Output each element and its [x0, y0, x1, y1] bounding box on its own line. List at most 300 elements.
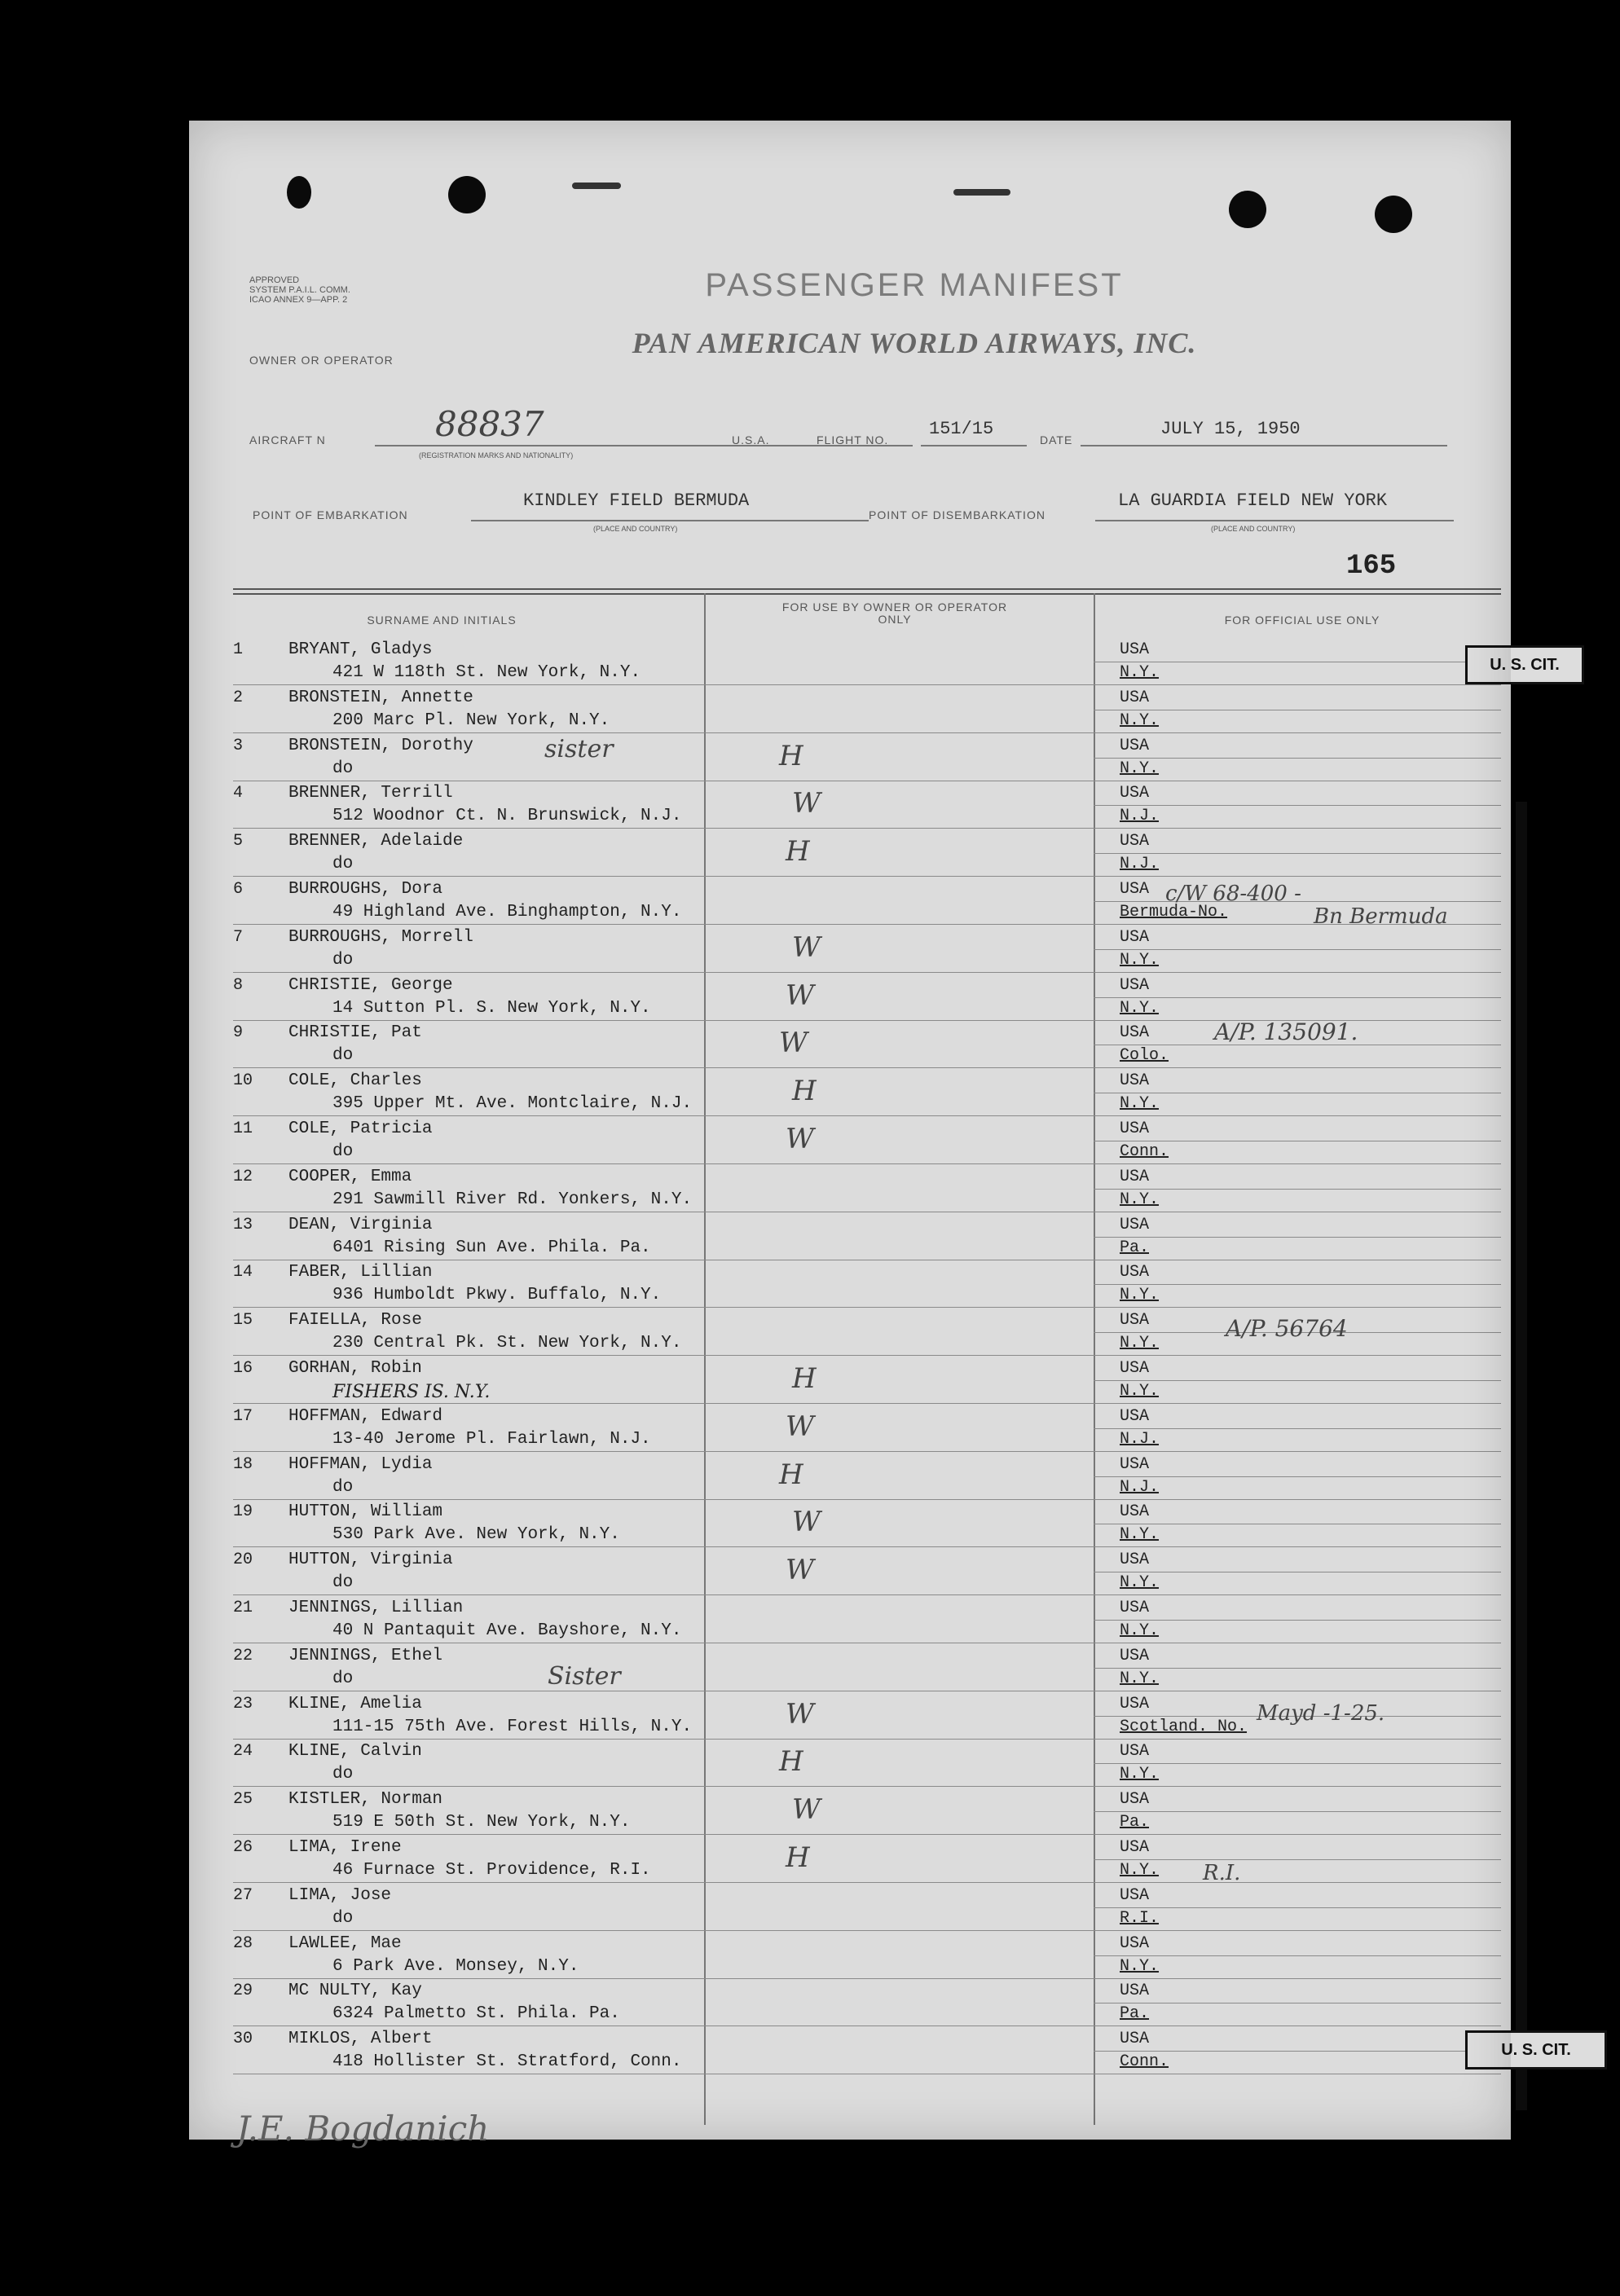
official-use-cell: [1120, 1216, 1495, 1265]
handwritten-initial-mark: W: [786, 1410, 814, 1443]
col-official-header: FOR OFFICIAL USE ONLY: [1224, 614, 1380, 627]
passenger-address: do: [332, 1477, 354, 1497]
row-rule: [233, 1978, 1501, 1979]
passenger-row: [233, 1166, 885, 1215]
passenger-row: [233, 926, 885, 975]
date-field-line: [1081, 445, 1447, 446]
embark-field-line: [471, 520, 869, 521]
residence-state: Conn.: [1120, 1142, 1169, 1161]
us-citizen-stamp-top: U. S. CIT.: [1465, 645, 1584, 684]
official-use-cell: [1120, 1550, 1495, 1599]
approved-block: [249, 275, 461, 305]
row-rule: [1094, 758, 1501, 759]
passenger-name: GORHAN, Robin: [288, 1359, 422, 1378]
passenger-name: BURROUGHS, Dora: [288, 880, 443, 899]
residence-state: N.Y.: [1120, 1669, 1160, 1688]
manifest-page: [189, 121, 1571, 2149]
residence-state: N.Y.: [1120, 1956, 1160, 1976]
nationality: USA: [1120, 1599, 1150, 1617]
row-rule: [1094, 2051, 1501, 2052]
passenger-name: CHRISTIE, Pat: [288, 1023, 422, 1043]
flight-date: JULY 15, 1950: [1160, 419, 1301, 439]
owner-label: OWNER OR OPERATOR: [249, 354, 394, 367]
passenger-number: 23: [233, 1694, 253, 1713]
passenger-address: do: [332, 950, 354, 970]
nationality: USA: [1120, 1790, 1150, 1810]
handwritten-initial-mark: W: [779, 1027, 808, 1060]
official-use-cell: [1120, 1790, 1495, 1839]
passenger-address: 512 Woodnor Ct. N. Brunswick, N.J.: [332, 807, 682, 826]
passenger-address: 418 Hollister St. Stratford, Conn.: [332, 2052, 682, 2072]
passenger-number: 29: [233, 1982, 253, 2001]
nationality: USA: [1120, 1933, 1150, 1953]
passenger-address: 421 W 118th St. New York, N.Y.: [332, 663, 641, 682]
handwritten-note-23: Mayd -1-25.: [1257, 1701, 1385, 1726]
official-use-cell: [1120, 1886, 1495, 1935]
passenger-address: 936 Humboldt Pkwy. Buffalo, N.Y.: [332, 1286, 662, 1305]
passenger-row: [233, 2028, 885, 2077]
passenger-address: 6401 Rising Sun Ave. Phila. Pa.: [332, 1238, 651, 1257]
row-rule: [233, 1594, 1501, 1595]
smudge-mark: [953, 189, 1010, 196]
nationality: USA: [1120, 736, 1150, 755]
nationality: USA: [1120, 1311, 1150, 1331]
row-rule: [1094, 1189, 1501, 1190]
official-use-cell: [1120, 976, 1495, 1025]
passenger-row: [233, 1357, 885, 1406]
passenger-number: 27: [233, 1885, 253, 1905]
passenger-address: do: [332, 855, 354, 874]
passenger-number: 21: [233, 1599, 253, 1617]
nationality: USA: [1120, 1023, 1150, 1043]
official-use-cell: [1120, 688, 1495, 737]
passenger-name: BRENNER, Terrill: [288, 784, 453, 803]
row-rule: [1094, 1428, 1501, 1429]
nationality: USA: [1120, 2030, 1150, 2049]
official-use-cell: [1120, 928, 1495, 977]
punch-hole: [1375, 196, 1412, 233]
row-rule: [233, 1163, 1501, 1164]
passenger-number: 17: [233, 1406, 253, 1426]
passenger-name: KISTLER, Norman: [288, 1790, 443, 1810]
handwritten-note-26: R.I.: [1203, 1861, 1241, 1885]
nationality: USA: [1120, 880, 1150, 899]
passenger-number: 20: [233, 1550, 253, 1570]
passenger-name: BRYANT, Gladys: [288, 640, 433, 659]
nationality: USA: [1120, 927, 1150, 947]
residence-state: Pa.: [1120, 1238, 1150, 1257]
residence-state: N.Y.: [1120, 950, 1160, 970]
passenger-address: 230 Central Pk. St. New York, N.Y.: [332, 1334, 682, 1353]
row-rule: [233, 876, 1501, 877]
passenger-number: 24: [233, 1742, 253, 1762]
handwritten-initial-mark: W: [792, 787, 821, 820]
passenger-number: 5: [233, 832, 244, 851]
nationality: USA: [1120, 1982, 1150, 2001]
nationality: USA: [1120, 832, 1150, 851]
residence-state: N.Y.: [1120, 1861, 1160, 1880]
passenger-name: BRENNER, Adelaide: [288, 832, 464, 851]
nationality: USA: [1120, 1694, 1150, 1713]
passenger-number: 16: [233, 1359, 253, 1378]
row-rule: [233, 1834, 1501, 1835]
row-rule: [233, 1786, 1501, 1787]
column-divider: [1094, 593, 1095, 2125]
passenger-number: 22: [233, 1646, 253, 1665]
row-rule: [233, 1403, 1501, 1404]
flight-number: 151/15: [929, 419, 994, 439]
passenger-address: do: [332, 1046, 354, 1066]
passenger-name: DEAN, Virginia: [288, 1215, 433, 1234]
row-rule: [1094, 1955, 1501, 1956]
passenger-address: do: [332, 1765, 354, 1784]
passenger-number: 11: [233, 1119, 253, 1138]
approved-line: ICAO ANNEX 9—APP. 2: [249, 295, 348, 305]
row-rule: [233, 2025, 1501, 2026]
row-rule: [233, 924, 1501, 925]
official-use-cell: [1120, 737, 1495, 785]
approved-line: SYSTEM P.A.I.L. COMM.: [249, 285, 350, 295]
residence-state: R.I.: [1120, 1908, 1160, 1928]
aircraft-number: 88837: [435, 404, 544, 444]
row-rule: [1094, 1763, 1501, 1764]
row-rule: [233, 1739, 1501, 1740]
row-rule: [233, 1067, 1501, 1068]
official-use-cell: [1120, 1168, 1495, 1216]
passenger-address: do: [332, 1669, 354, 1688]
handwritten-initial-mark: H: [786, 1841, 810, 1874]
nationality: USA: [1120, 1263, 1150, 1282]
passenger-row: [233, 878, 885, 927]
passenger-address: 530 Park Ave. New York, N.Y.: [332, 1525, 620, 1545]
residence-state: Pa.: [1120, 2004, 1150, 2024]
residence-state: N.Y.: [1120, 998, 1160, 1018]
passenger-number: 25: [233, 1790, 253, 1810]
sheet-number: 165: [1346, 551, 1397, 582]
handwritten-initial-mark: W: [792, 1793, 821, 1827]
residence-state: N.Y.: [1120, 759, 1160, 778]
handwritten-initial-mark: W: [786, 1554, 814, 1587]
flight-field-line: [921, 445, 1027, 446]
row-rule: [233, 828, 1501, 829]
punch-hole: [1229, 191, 1266, 228]
passenger-address: 111-15 75th Ave. Forest Hills, N.Y.: [332, 1717, 693, 1736]
disembark-sublabel: (PLACE AND COUNTRY): [1211, 525, 1296, 533]
passenger-row: [233, 1309, 885, 1358]
us-citizen-stamp-bottom: U. S. CIT.: [1465, 2030, 1607, 2069]
row-rule: [1094, 1668, 1501, 1669]
passenger-address: do: [332, 759, 354, 778]
passenger-name: FAIELLA, Rose: [288, 1311, 422, 1331]
residence-state: Pa.: [1120, 1813, 1150, 1832]
nationality: USA: [1120, 1646, 1150, 1665]
punch-hole: [448, 176, 486, 213]
official-use-cell: [1120, 1934, 1495, 1983]
passenger-number: 30: [233, 2030, 253, 2049]
row-rule: [233, 972, 1501, 973]
row-rule: [233, 1499, 1501, 1500]
disembark-point: LA GUARDIA FIELD NEW YORK: [1118, 490, 1388, 511]
row-rule: [1094, 1811, 1501, 1812]
handwritten-initial-mark: W: [786, 1123, 814, 1155]
residence-state: N.J.: [1120, 807, 1160, 826]
passenger-address: do: [332, 1573, 354, 1593]
row-rule: [233, 1882, 1501, 1883]
handwritten-initial-mark: W: [792, 930, 821, 964]
nationality: USA: [1120, 1359, 1150, 1378]
official-use-cell: [1120, 1455, 1495, 1504]
passenger-address: do: [332, 1142, 354, 1161]
passenger-name: LAWLEE, Mae: [288, 1933, 402, 1953]
nationality: USA: [1120, 1167, 1150, 1186]
nationality: USA: [1120, 1454, 1150, 1474]
row-rule: [233, 1355, 1501, 1356]
passenger-row: [233, 1980, 885, 2029]
operator-name: PAN AMERICAN WORLD AIRWAYS, INC.: [632, 327, 1197, 359]
residence-state: N.J.: [1120, 1429, 1160, 1449]
passenger-address: 395 Upper Mt. Ave. Montclaire, N.J.: [332, 1094, 693, 1114]
header-rule: [233, 593, 1501, 595]
residence-state: N.Y.: [1120, 710, 1160, 730]
handwritten-initial-mark: W: [786, 1697, 814, 1731]
row-rule: [1094, 805, 1501, 806]
handwritten-initial-mark: H: [786, 835, 810, 869]
handwritten-initial-mark: W: [786, 979, 814, 1012]
passenger-address: 6324 Palmetto St. Phila. Pa.: [332, 2004, 620, 2024]
passenger-number: 28: [233, 1933, 253, 1953]
passenger-address: 6 Park Ave. Monsey, N.Y.: [332, 1956, 579, 1976]
nationality: USA: [1120, 640, 1150, 659]
passenger-number: 18: [233, 1454, 253, 1474]
passenger-row: [233, 1597, 885, 1646]
row-rule: [233, 1307, 1501, 1308]
inspector-signature: J.E. Bogdanich: [236, 2109, 490, 2149]
residence-state: N.Y.: [1120, 1334, 1160, 1353]
passenger-address: FISHERS IS. N.Y.: [332, 1382, 491, 1402]
row-rule: [1094, 1476, 1501, 1477]
official-use-cell: [1120, 832, 1495, 881]
row-rule: [1094, 1907, 1501, 1908]
row-rule: [1094, 1859, 1501, 1860]
passenger-address: do: [332, 1908, 354, 1928]
residence-state: N.Y.: [1120, 1190, 1160, 1209]
passenger-name: KLINE, Calvin: [288, 1742, 422, 1762]
nationality: USA: [1120, 1215, 1150, 1234]
embark-sublabel: (PLACE AND COUNTRY): [593, 525, 678, 533]
nationality: USA: [1120, 975, 1150, 995]
passenger-name: JENNINGS, Lillian: [288, 1599, 464, 1617]
passenger-number: 2: [233, 688, 244, 707]
citizenship-bracket: [1516, 802, 1527, 2110]
passenger-number: 13: [233, 1215, 253, 1234]
nationality: USA: [1120, 1119, 1150, 1138]
aircraft-label: AIRCRAFT N: [249, 433, 326, 446]
nationality: USA: [1120, 688, 1150, 707]
passenger-number: 4: [233, 784, 244, 803]
handwritten-initial-mark: H: [792, 1362, 817, 1395]
official-use-cell: [1120, 2030, 1495, 2078]
passenger-name: BRONSTEIN, Annette: [288, 688, 473, 707]
passenger-name: KLINE, Amelia: [288, 1694, 422, 1713]
embark-point: KINDLEY FIELD BERMUDA: [523, 490, 750, 511]
nationality: USA: [1120, 1406, 1150, 1426]
residence-state: N.Y.: [1120, 1573, 1160, 1593]
passenger-number: 7: [233, 927, 244, 947]
passenger-name: COOPER, Emma: [288, 1167, 412, 1186]
passenger-row: [233, 1214, 885, 1263]
official-use-cell: [1120, 1263, 1495, 1312]
passenger-number: 15: [233, 1311, 253, 1331]
row-rule: [1094, 2003, 1501, 2004]
passenger-number: 8: [233, 975, 244, 995]
usa-label: U.S.A.: [732, 433, 770, 446]
passenger-address: 46 Furnace St. Providence, R.I.: [332, 1861, 651, 1880]
handwritten-initial-mark: H: [779, 739, 803, 772]
handwritten-initial-mark: H: [779, 1745, 803, 1779]
handwritten-initial-mark: H: [779, 1458, 803, 1491]
passenger-name: JENNINGS, Ethel: [288, 1646, 443, 1665]
row-rule: [1094, 1284, 1501, 1285]
residence-state: N.Y.: [1120, 1525, 1160, 1545]
passenger-address: 291 Sawmill River Rd. Yonkers, N.Y.: [332, 1190, 693, 1209]
form-title: PASSENGER MANIFEST: [705, 267, 1124, 303]
row-rule: [233, 732, 1501, 733]
residence-state: Conn.: [1120, 2052, 1169, 2072]
passenger-name: COLE, Patricia: [288, 1119, 433, 1138]
passenger-row: [233, 1501, 885, 1550]
handwritten-note-9: A/P. 135091.: [1214, 1018, 1358, 1045]
row-rule: [1094, 1237, 1501, 1238]
row-rule: [1094, 853, 1501, 854]
col-owner-header: FOR USE BY OWNER OR OPERATOR ONLY: [781, 600, 1008, 626]
row-rule: [1094, 949, 1501, 950]
handwritten-initial-mark: H: [792, 1075, 817, 1108]
passenger-row: [233, 1070, 885, 1119]
row-rule: [233, 1115, 1501, 1116]
row-rule: [1094, 1380, 1501, 1381]
passenger-name: HUTTON, Virginia: [288, 1550, 453, 1570]
row-rule: [233, 1930, 1501, 1931]
handwritten-note-6b: Bn Bermuda: [1314, 904, 1448, 929]
handwritten-sister: Sister: [548, 1662, 621, 1691]
residence-state: N.Y.: [1120, 1286, 1160, 1305]
approved-line: APPROVED: [249, 275, 300, 285]
passenger-address: 49 Highland Ave. Binghampton, N.Y.: [332, 903, 682, 921]
row-rule: [233, 684, 1501, 685]
passenger-number: 26: [233, 1838, 253, 1857]
disembark-field-line: [1095, 520, 1454, 521]
residence-state: Scotland. No.: [1120, 1717, 1248, 1736]
passenger-row: [233, 687, 885, 736]
row-rule: [233, 1451, 1501, 1452]
passenger-address: 200 Marc Pl. New York, N.Y.: [332, 710, 610, 730]
residence-state: N.Y.: [1120, 1765, 1160, 1784]
passenger-address: 519 E 50th St. New York, N.Y.: [332, 1813, 631, 1832]
residence-state: N.Y.: [1120, 663, 1160, 682]
official-use-cell: [1120, 1647, 1495, 1696]
passenger-name: MC NULTY, Kay: [288, 1982, 422, 2001]
passenger-number: 6: [233, 880, 244, 899]
disembark-label: POINT OF DISEMBARKATION: [869, 508, 1046, 521]
passenger-name: MIKLOS, Albert: [288, 2030, 433, 2049]
aircraft-sublabel: (REGISTRATION MARKS AND NATIONALITY): [419, 451, 574, 460]
nationality: USA: [1120, 1550, 1150, 1570]
handwritten-note-6: c/W 68-400 -: [1165, 882, 1301, 906]
passenger-name: BURROUGHS, Morrell: [288, 927, 473, 947]
passenger-row: [233, 1261, 885, 1310]
official-use-cell: [1120, 1071, 1495, 1120]
passenger-name: HUTTON, William: [288, 1502, 443, 1522]
official-use-cell: [1120, 1407, 1495, 1456]
official-use-cell: [1120, 1359, 1495, 1408]
official-use-cell: [1120, 1502, 1495, 1551]
residence-state: N.J.: [1120, 855, 1160, 874]
passenger-number: 19: [233, 1502, 253, 1522]
official-use-cell: [1120, 1982, 1495, 2030]
passenger-name: BRONSTEIN, Dorothy: [288, 736, 473, 755]
passenger-name: LIMA, Jose: [288, 1885, 392, 1905]
official-use-cell: [1120, 1838, 1495, 1887]
punch-hole: [287, 176, 311, 209]
nationality: USA: [1120, 1838, 1150, 1857]
residence-state: N.Y.: [1120, 1094, 1160, 1114]
row-rule: [1094, 997, 1501, 998]
handwritten-initial-mark: W: [792, 1506, 821, 1539]
embark-label: POINT OF EMBARKATION: [253, 508, 408, 521]
passenger-name: COLE, Charles: [288, 1071, 422, 1091]
residence-state: Colo.: [1120, 1046, 1169, 1066]
passenger-number: 10: [233, 1071, 253, 1091]
passenger-number: 9: [233, 1023, 244, 1043]
header-rule: [233, 588, 1501, 590]
passenger-name: LIMA, Irene: [288, 1838, 402, 1857]
flight-label: FLIGHT NO.: [817, 433, 889, 446]
row-rule: [233, 1546, 1501, 1547]
passenger-name: FABER, Lillian: [288, 1263, 433, 1282]
official-use-cell: [1120, 784, 1495, 833]
passenger-row: [233, 782, 885, 831]
passenger-row: [233, 1788, 885, 1837]
smudge-mark: [572, 183, 621, 189]
residence-state: N.Y.: [1120, 1382, 1160, 1401]
passenger-row: [233, 639, 885, 688]
residence-state: N.J.: [1120, 1477, 1160, 1497]
nationality: USA: [1120, 1502, 1150, 1522]
nationality: USA: [1120, 1885, 1150, 1905]
handwritten-sister: sister: [544, 735, 614, 763]
passenger-number: 14: [233, 1263, 253, 1282]
passenger-address: 40 N Pantaquit Ave. Bayshore, N.Y.: [332, 1621, 682, 1640]
passenger-number: 1: [233, 640, 244, 659]
nationality: USA: [1120, 1071, 1150, 1091]
passenger-number: 12: [233, 1167, 253, 1186]
passenger-address: 13-40 Jerome Pl. Fairlawn, N.J.: [332, 1429, 651, 1449]
official-use-cell: [1120, 1599, 1495, 1647]
residence-state: Bermuda-No.: [1120, 903, 1228, 921]
nationality: USA: [1120, 784, 1150, 803]
handwritten-note-15: A/P. 56764: [1226, 1315, 1348, 1342]
col-surname-header: SURNAME AND INITIALS: [367, 614, 517, 627]
date-label: DATE: [1040, 433, 1073, 446]
passenger-row: [233, 1933, 885, 1982]
row-rule: [1094, 1620, 1501, 1621]
nationality: USA: [1120, 1742, 1150, 1762]
passenger-name: HOFFMAN, Edward: [288, 1406, 443, 1426]
passenger-name: HOFFMAN, Lydia: [288, 1454, 433, 1474]
official-use-cell: [1120, 1119, 1495, 1168]
residence-state: N.Y.: [1120, 1621, 1160, 1640]
passenger-row: [233, 1885, 885, 1933]
